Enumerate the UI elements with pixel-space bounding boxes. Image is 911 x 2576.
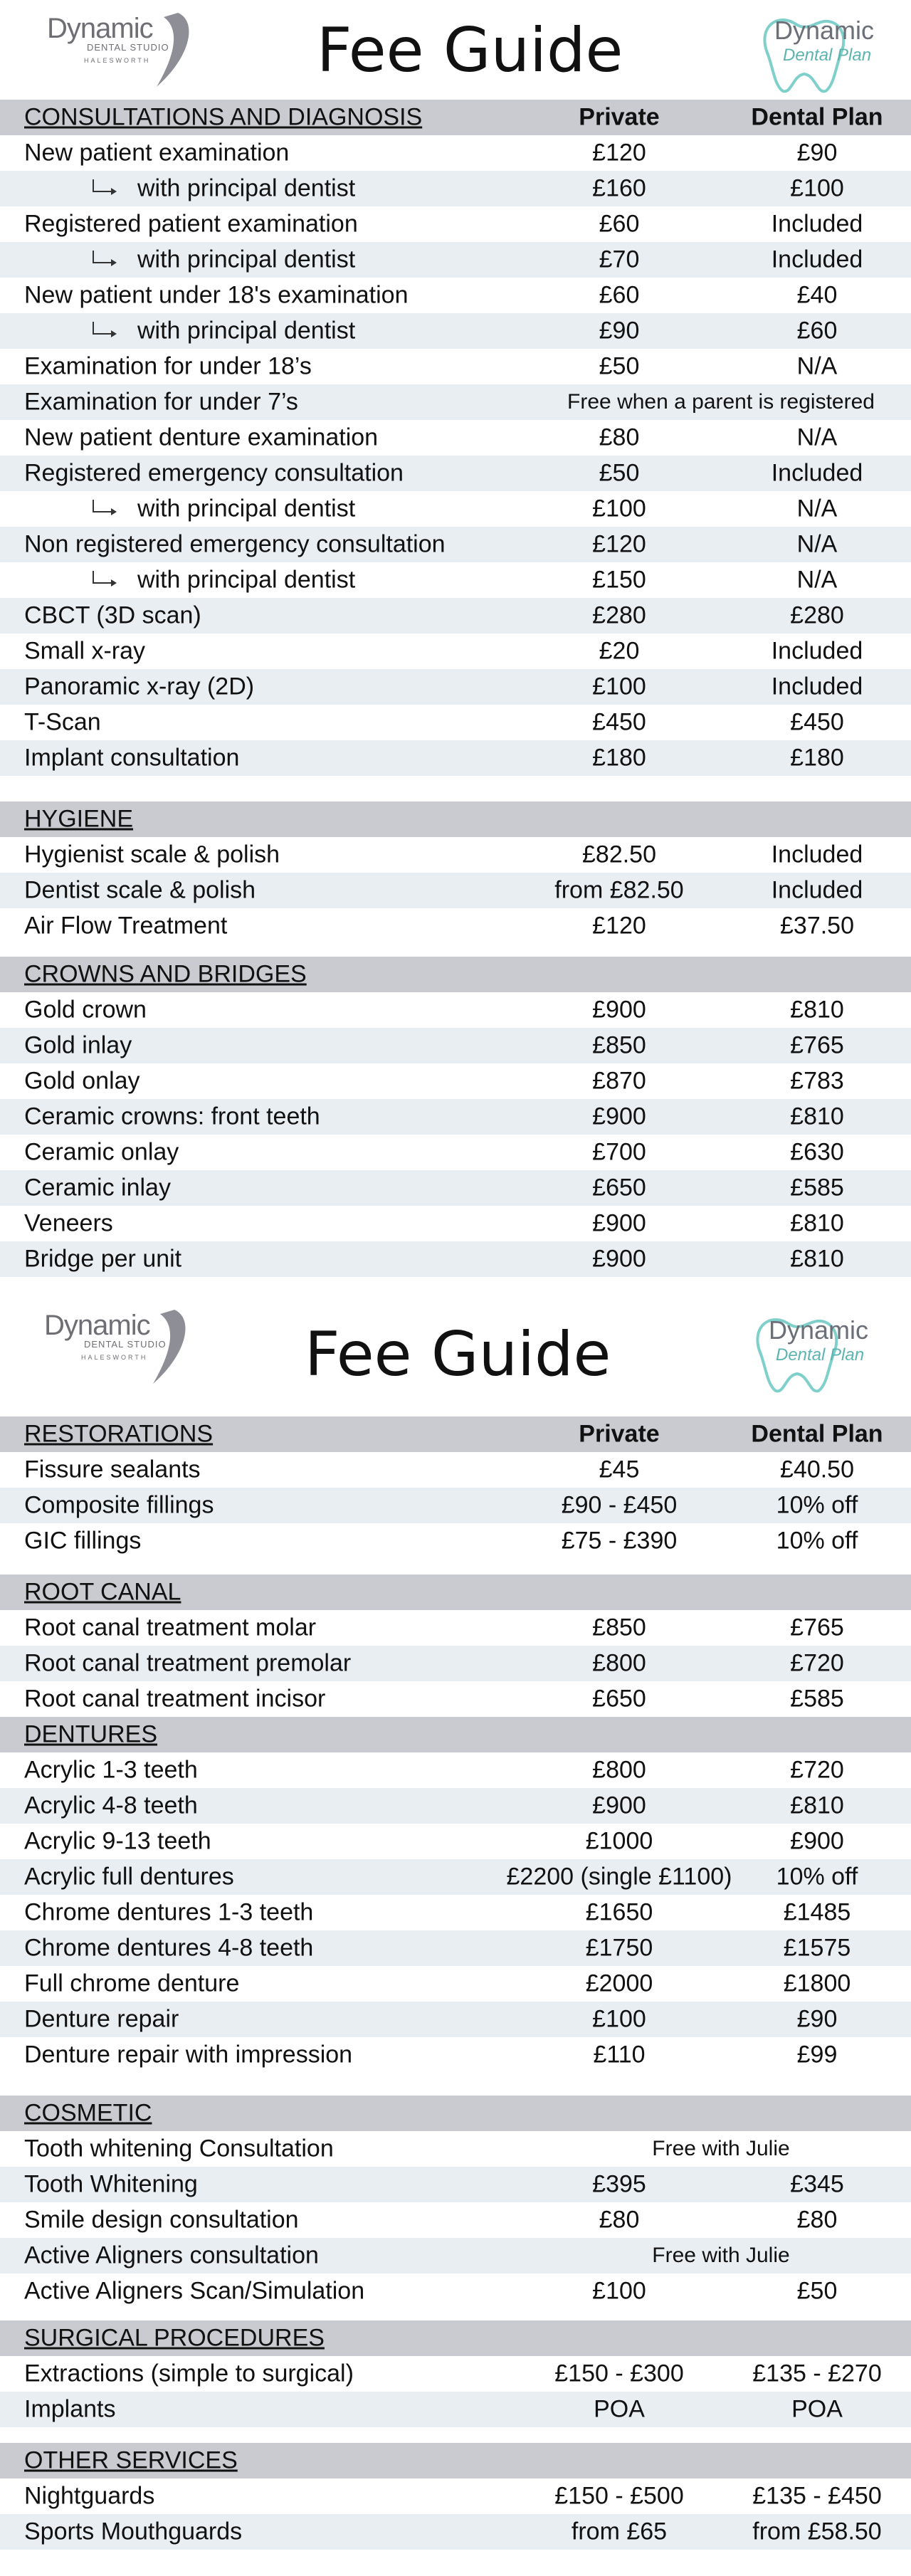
row-plan-price: £50 bbox=[796, 2277, 838, 2305]
row-label: Full chrome denture bbox=[24, 1970, 240, 1997]
table-row bbox=[0, 1824, 911, 1859]
row-label: Non registered emergency consultation bbox=[24, 530, 446, 558]
row-private-price: £45 bbox=[599, 1456, 640, 1483]
row-label: New patient denture examination bbox=[24, 424, 379, 451]
row-plan-price: £765 bbox=[790, 1031, 844, 1059]
plan-logo-sub: Dental Plan bbox=[776, 1345, 865, 1365]
row-span-value: Free when a parent is registered bbox=[567, 390, 875, 414]
row-plan-price: £810 bbox=[790, 1792, 844, 1819]
table-row bbox=[0, 992, 911, 1028]
row-private-price: £900 bbox=[592, 1792, 646, 1819]
row-label: with principal dentist bbox=[137, 495, 356, 522]
plan-logo-sub: Dental Plan bbox=[783, 46, 872, 65]
row-private-price: £160 bbox=[592, 174, 646, 202]
sub-item-arrow-icon bbox=[93, 179, 112, 192]
row-private-price: £1750 bbox=[585, 1934, 653, 1962]
section-header-hygiene bbox=[0, 801, 911, 837]
table-row bbox=[0, 2037, 911, 2073]
row-private-price: £395 bbox=[592, 2170, 646, 2198]
row-private-price: £60 bbox=[599, 281, 640, 309]
table-row bbox=[0, 2478, 911, 2514]
row-plan-price: £180 bbox=[790, 744, 844, 772]
logo-line2: DENTAL STUDIO bbox=[84, 1339, 167, 1350]
row-label: with principal dentist bbox=[137, 566, 356, 594]
table-row bbox=[0, 206, 911, 242]
row-private-price: £870 bbox=[592, 1067, 646, 1095]
row-label: CBCT (3D scan) bbox=[24, 601, 201, 629]
row-plan-price: £135 - £450 bbox=[752, 2482, 882, 2510]
row-private-price: £150 bbox=[592, 566, 646, 594]
table-row bbox=[0, 1063, 911, 1099]
row-plan-price: £1800 bbox=[783, 1970, 851, 1997]
row-private-price: £100 bbox=[592, 2005, 646, 2033]
row-label: Implant consultation bbox=[24, 744, 240, 772]
row-label: Gold inlay bbox=[24, 1031, 132, 1059]
row-private-price: £700 bbox=[592, 1138, 646, 1166]
row-label: Tooth Whitening bbox=[24, 2170, 198, 2198]
row-private-price: £20 bbox=[599, 637, 640, 665]
sub-item-arrow-icon bbox=[93, 571, 112, 584]
logo-swoosh-icon bbox=[135, 7, 199, 93]
table-row bbox=[0, 1895, 911, 1930]
row-plan-price: 10% off bbox=[776, 1527, 858, 1555]
row-private-price: £80 bbox=[599, 424, 640, 451]
row-label: Denture repair with impression bbox=[24, 2041, 353, 2068]
table-row bbox=[0, 2392, 911, 2427]
row-plan-price: £90 bbox=[796, 2005, 838, 2033]
page2-header bbox=[0, 1288, 911, 1409]
row-plan-price: £720 bbox=[790, 1649, 844, 1677]
table-row bbox=[0, 1135, 911, 1170]
section-title: ROOT CANAL bbox=[24, 1578, 181, 1606]
row-plan-price: Included bbox=[771, 841, 863, 868]
row-label: Root canal treatment molar bbox=[24, 1614, 317, 1641]
row-private-price: £650 bbox=[592, 1174, 646, 1202]
row-private-price: £900 bbox=[592, 1209, 646, 1237]
row-label: Ceramic onlay bbox=[24, 1138, 179, 1166]
row-plan-price: £100 bbox=[790, 174, 844, 202]
row-plan-price: £900 bbox=[790, 1827, 844, 1855]
row-label: with principal dentist bbox=[137, 246, 356, 273]
row-private-price: £800 bbox=[592, 1649, 646, 1677]
table-row bbox=[0, 313, 911, 349]
row-plan-price: £1575 bbox=[783, 1934, 851, 1962]
row-label: Ceramic inlay bbox=[24, 1174, 171, 1202]
table-row bbox=[0, 1206, 911, 1241]
section-header-crowns bbox=[0, 957, 911, 992]
row-label: with principal dentist bbox=[137, 317, 356, 345]
row-private-price: £100 bbox=[592, 673, 646, 700]
table-row bbox=[0, 873, 911, 908]
logo-name: Dynamic bbox=[47, 13, 153, 44]
row-plan-price: £585 bbox=[790, 1685, 844, 1713]
table-row bbox=[0, 456, 911, 491]
row-private-price: £82.50 bbox=[582, 841, 656, 868]
row-plan-price: £585 bbox=[790, 1174, 844, 1202]
row-private-price: POA bbox=[594, 2395, 645, 2423]
row-label: Gold crown bbox=[24, 996, 147, 1024]
row-private-price: £2000 bbox=[585, 1970, 653, 1997]
table-row bbox=[0, 669, 911, 705]
section-header-root-canal bbox=[0, 1574, 911, 1610]
section-title: CONSULTATIONS AND DIAGNOSIS bbox=[24, 103, 423, 131]
row-label: Ceramic crowns: front teeth bbox=[24, 1103, 320, 1130]
row-private-price: £900 bbox=[592, 996, 646, 1024]
row-private-price: £150 - £500 bbox=[554, 2482, 684, 2510]
table-row bbox=[0, 384, 911, 420]
row-label: Sports Mouthguards bbox=[24, 2518, 243, 2545]
section-header-dentures bbox=[0, 1717, 911, 1752]
section-title: RESTORATIONS bbox=[24, 1420, 214, 1448]
row-plan-price: N/A bbox=[796, 352, 838, 380]
row-label: Tooth whitening Consultation bbox=[24, 2135, 334, 2162]
row-private-price: £650 bbox=[592, 1685, 646, 1713]
row-label: Composite fillings bbox=[24, 1491, 214, 1519]
section-title: OTHER SERVICES bbox=[24, 2446, 238, 2474]
row-private-price: £900 bbox=[592, 1245, 646, 1273]
table-row bbox=[0, 2002, 911, 2037]
row-private-price: £100 bbox=[592, 2277, 646, 2305]
table-row bbox=[0, 491, 911, 527]
row-label: Chrome dentures 4-8 teeth bbox=[24, 1934, 314, 1962]
row-plan-price: 10% off bbox=[776, 1863, 858, 1891]
column-header-dental-plan: Dental Plan bbox=[751, 103, 883, 131]
row-private-price: £280 bbox=[592, 601, 646, 629]
row-private-price: £2200 (single £1100) bbox=[506, 1863, 732, 1891]
section-header-restorations bbox=[0, 1416, 911, 1452]
row-label: Hygienist scale & polish bbox=[24, 841, 280, 868]
row-label: Small x-ray bbox=[24, 637, 146, 665]
table-row bbox=[0, 2202, 911, 2238]
row-plan-price: £90 bbox=[796, 139, 838, 167]
row-label: Examination for under 18’s bbox=[24, 352, 312, 380]
section-title: SURGICAL PROCEDURES bbox=[24, 2324, 325, 2352]
row-span-value: Free with Julie bbox=[652, 2137, 790, 2160]
section-header-other bbox=[0, 2443, 911, 2478]
row-plan-price: £80 bbox=[796, 2206, 838, 2234]
row-label: Bridge per unit bbox=[24, 1245, 182, 1273]
row-label: Fissure sealants bbox=[24, 1456, 201, 1483]
table-row bbox=[0, 2131, 911, 2167]
row-plan-price: 10% off bbox=[776, 1491, 858, 1519]
row-label: Root canal treatment incisor bbox=[24, 1685, 326, 1713]
section-header-surgical bbox=[0, 2320, 911, 2356]
table-row bbox=[0, 278, 911, 313]
table-row bbox=[0, 135, 911, 171]
table-row bbox=[0, 740, 911, 776]
row-private-price: £75 - £390 bbox=[561, 1527, 678, 1555]
table-row bbox=[0, 1170, 911, 1206]
row-label: Denture repair bbox=[24, 2005, 179, 2033]
row-plan-price: £810 bbox=[790, 1103, 844, 1130]
row-private-price: £850 bbox=[592, 1031, 646, 1059]
row-plan-price: £810 bbox=[790, 996, 844, 1024]
row-label: T-Scan bbox=[24, 708, 101, 736]
row-label: Active Aligners consultation bbox=[24, 2241, 319, 2269]
row-private-price: £180 bbox=[592, 744, 646, 772]
row-plan-price: £720 bbox=[790, 1756, 844, 1784]
sub-item-arrow-icon bbox=[93, 322, 112, 335]
row-plan-price: £630 bbox=[790, 1138, 844, 1166]
row-plan-price: N/A bbox=[796, 530, 838, 558]
table-row bbox=[0, 1752, 911, 1788]
row-label: Dentist scale & polish bbox=[24, 876, 256, 904]
table-row bbox=[0, 1930, 911, 1966]
row-private-price: £70 bbox=[599, 246, 640, 273]
table-row bbox=[0, 1028, 911, 1063]
row-private-price: £120 bbox=[592, 912, 646, 940]
column-header-private: Private bbox=[579, 103, 660, 131]
row-private-price: £1000 bbox=[585, 1827, 653, 1855]
logo-line3: HALESWORTH bbox=[81, 1354, 148, 1361]
row-private-price: £120 bbox=[592, 530, 646, 558]
row-label: Registered patient examination bbox=[24, 210, 358, 238]
sub-item-arrow-icon bbox=[93, 500, 112, 512]
row-plan-price: POA bbox=[791, 2395, 843, 2423]
row-plan-price: £99 bbox=[796, 2041, 838, 2068]
logo-line2: DENTAL STUDIO bbox=[87, 42, 169, 53]
sub-item-arrow-icon bbox=[93, 251, 112, 263]
row-private-price: £50 bbox=[599, 459, 640, 487]
row-plan-price: £810 bbox=[790, 1209, 844, 1237]
table-row bbox=[0, 1610, 911, 1646]
row-private-price: £1650 bbox=[585, 1898, 653, 1926]
table-row bbox=[0, 562, 911, 598]
row-label: Panoramic x-ray (2D) bbox=[24, 673, 255, 700]
row-private-price: £90 bbox=[599, 317, 640, 345]
row-private-price: £800 bbox=[592, 1756, 646, 1784]
row-label: Air Flow Treatment bbox=[24, 912, 228, 940]
page1-header bbox=[0, 0, 911, 107]
row-label: with principal dentist bbox=[137, 174, 356, 202]
table-row bbox=[0, 908, 911, 944]
table-row bbox=[0, 1241, 911, 1277]
row-label: Chrome dentures 1-3 teeth bbox=[24, 1898, 314, 1926]
row-span-value: Free with Julie bbox=[652, 2244, 790, 2267]
row-plan-price: £1485 bbox=[783, 1898, 851, 1926]
section-title: DENTURES bbox=[24, 1720, 158, 1748]
row-label: Examination for under 7’s bbox=[24, 388, 298, 416]
row-plan-price: £783 bbox=[790, 1067, 844, 1095]
table-row bbox=[0, 2514, 911, 2550]
row-label: Registered emergency consultation bbox=[24, 459, 404, 487]
row-plan-price: Included bbox=[771, 876, 863, 904]
table-row bbox=[0, 242, 911, 278]
row-plan-price: £810 bbox=[790, 1245, 844, 1273]
row-plan-price: Included bbox=[771, 459, 863, 487]
page-title: Fee Guide bbox=[317, 15, 623, 86]
page-title: Fee Guide bbox=[305, 1319, 611, 1390]
row-plan-price: Included bbox=[771, 637, 863, 665]
section-title: HYGIENE bbox=[24, 805, 134, 833]
row-private-price: £900 bbox=[592, 1103, 646, 1130]
row-label: Nightguards bbox=[24, 2482, 155, 2510]
logo-name: Dynamic bbox=[44, 1310, 150, 1341]
column-header-private: Private bbox=[579, 1420, 660, 1448]
table-row bbox=[0, 420, 911, 456]
table-row bbox=[0, 705, 911, 740]
row-plan-price: £765 bbox=[790, 1614, 844, 1641]
table-row bbox=[0, 2238, 911, 2273]
table-row bbox=[0, 1523, 911, 1559]
row-label: Veneers bbox=[24, 1209, 113, 1237]
table-row bbox=[0, 171, 911, 206]
table-row bbox=[0, 1452, 911, 1488]
row-label: Root canal treatment premolar bbox=[24, 1649, 352, 1677]
row-plan-price: £345 bbox=[790, 2170, 844, 2198]
table-row bbox=[0, 634, 911, 669]
row-plan-price: from £58.50 bbox=[752, 2518, 882, 2545]
row-plan-price: £280 bbox=[790, 601, 844, 629]
row-label: Acrylic 9-13 teeth bbox=[24, 1827, 211, 1855]
dental-plan-logo-2 bbox=[747, 1305, 890, 1398]
row-label: Extractions (simple to surgical) bbox=[24, 2360, 354, 2387]
row-private-price: £850 bbox=[592, 1614, 646, 1641]
table-row bbox=[0, 1099, 911, 1135]
row-plan-price: Included bbox=[771, 210, 863, 238]
row-plan-price: £450 bbox=[790, 708, 844, 736]
table-row bbox=[0, 1646, 911, 1681]
section-header-cosmetic bbox=[0, 2096, 911, 2131]
row-label: New patient under 18's examination bbox=[24, 281, 409, 309]
row-plan-price: £60 bbox=[796, 317, 838, 345]
table-row bbox=[0, 1788, 911, 1824]
row-label: Acrylic 1-3 teeth bbox=[24, 1756, 198, 1784]
row-private-price: from £82.50 bbox=[554, 876, 684, 904]
row-private-price: £80 bbox=[599, 2206, 640, 2234]
table-row bbox=[0, 1488, 911, 1523]
row-label: Gold onlay bbox=[24, 1067, 140, 1095]
row-label: Acrylic full dentures bbox=[24, 1863, 234, 1891]
dental-plan-logo bbox=[754, 6, 897, 98]
row-label: Implants bbox=[24, 2395, 116, 2423]
section-header-consultations bbox=[0, 100, 911, 135]
table-row bbox=[0, 2167, 911, 2202]
plan-logo-name: Dynamic bbox=[774, 16, 875, 45]
row-label: Active Aligners Scan/Simulation bbox=[24, 2277, 365, 2305]
logo-line3: HALESWORTH bbox=[84, 57, 151, 64]
row-plan-price: Included bbox=[771, 673, 863, 700]
row-plan-price: Included bbox=[771, 246, 863, 273]
table-row bbox=[0, 837, 911, 873]
table-row bbox=[0, 598, 911, 634]
table-row bbox=[0, 1859, 911, 1895]
row-label: Acrylic 4-8 teeth bbox=[24, 1792, 198, 1819]
row-label: GIC fillings bbox=[24, 1527, 142, 1555]
logo-swoosh-icon bbox=[132, 1304, 196, 1389]
plan-logo-name: Dynamic bbox=[769, 1315, 869, 1345]
row-label: Smile design consultation bbox=[24, 2206, 299, 2234]
row-plan-price: £40 bbox=[796, 281, 838, 309]
table-row bbox=[0, 2356, 911, 2392]
row-plan-price: N/A bbox=[796, 495, 838, 522]
table-row bbox=[0, 349, 911, 384]
row-private-price: £60 bbox=[599, 210, 640, 238]
row-plan-price: £40.50 bbox=[780, 1456, 854, 1483]
section-title: COSMETIC bbox=[24, 2099, 152, 2127]
row-private-price: £90 - £450 bbox=[561, 1491, 678, 1519]
row-label: New patient examination bbox=[24, 139, 290, 167]
row-private-price: £150 - £300 bbox=[554, 2360, 684, 2387]
table-row bbox=[0, 1681, 911, 1717]
table-row bbox=[0, 2273, 911, 2309]
row-plan-price: N/A bbox=[796, 566, 838, 594]
row-private-price: £120 bbox=[592, 139, 646, 167]
row-private-price: £100 bbox=[592, 495, 646, 522]
column-header-dental-plan: Dental Plan bbox=[751, 1420, 883, 1448]
row-plan-price: £37.50 bbox=[780, 912, 854, 940]
row-private-price: £110 bbox=[593, 2041, 646, 2068]
row-plan-price: N/A bbox=[796, 424, 838, 451]
section-title: CROWNS AND BRIDGES bbox=[24, 960, 307, 988]
row-plan-price: £135 - £270 bbox=[752, 2360, 882, 2387]
row-private-price: £50 bbox=[599, 352, 640, 380]
table-row bbox=[0, 527, 911, 562]
row-private-price: from £65 bbox=[571, 2518, 668, 2545]
row-private-price: £450 bbox=[592, 708, 646, 736]
table-row bbox=[0, 1966, 911, 2002]
